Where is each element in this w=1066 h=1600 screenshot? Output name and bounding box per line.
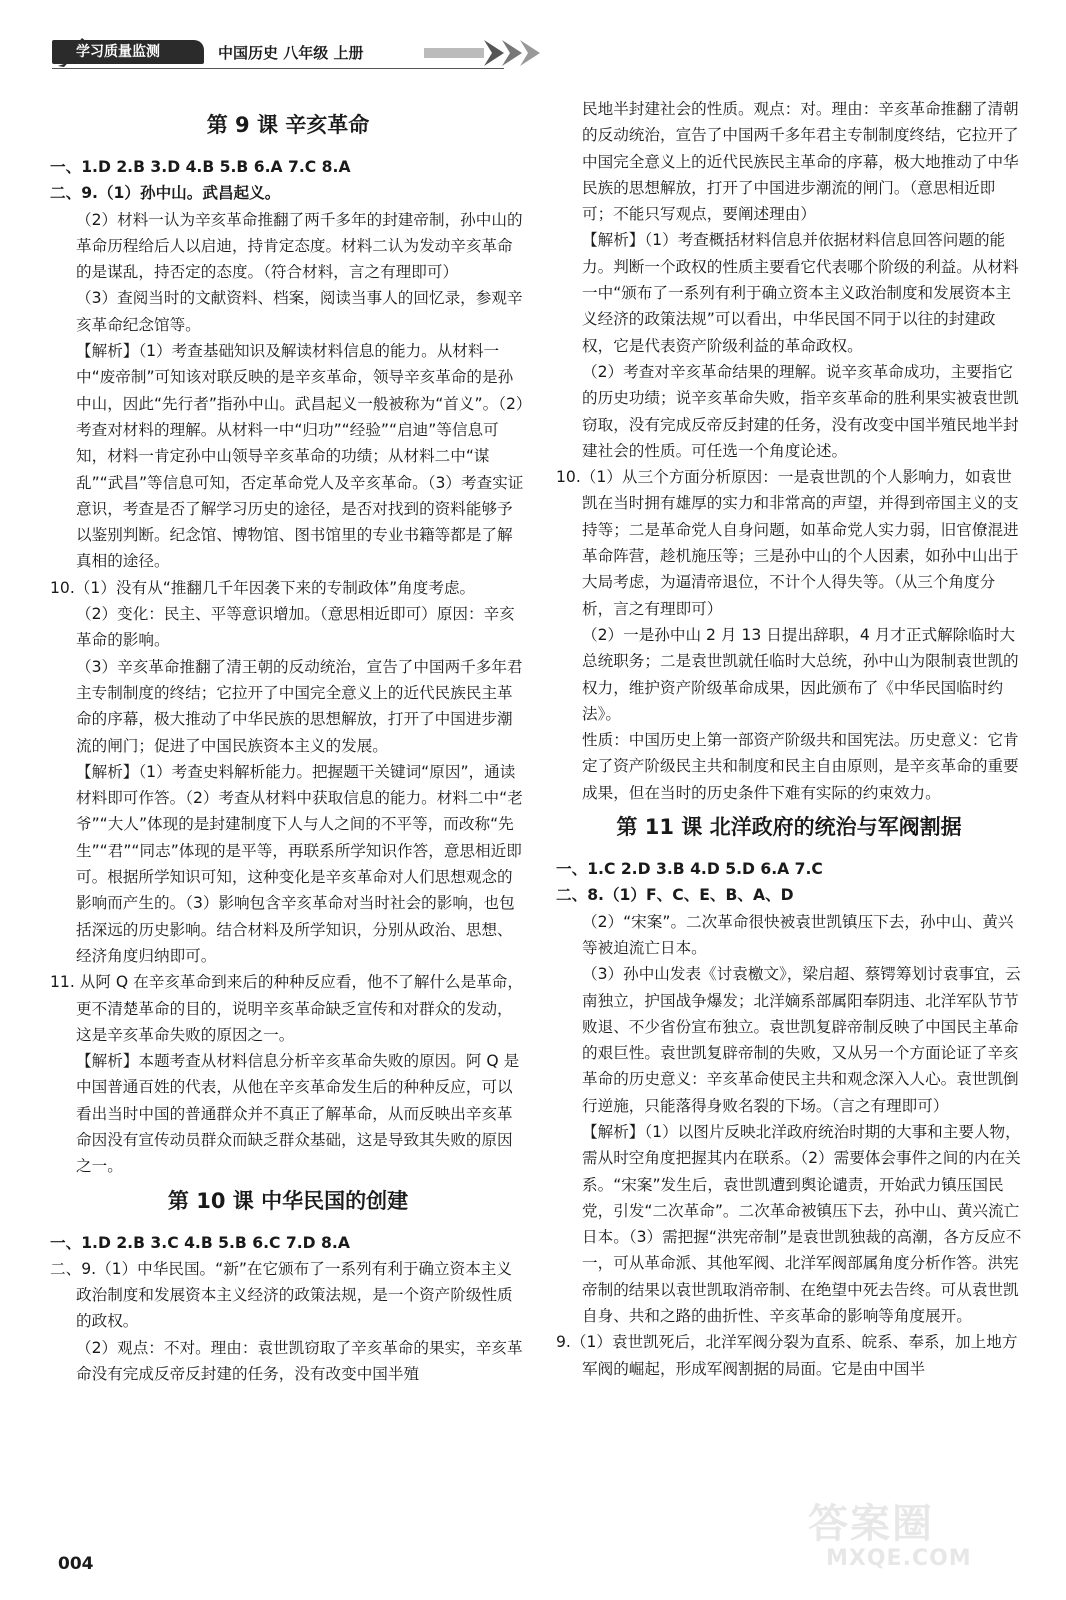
- answer-paragraph: （2）“宋案”。二次革命很快被袁世凯镇压下去，孙中山、黄兴等被迫流亡日本。: [582, 912, 1014, 957]
- analysis-paragraph: （2）考查对辛亥革命结果的理解。说辛亥革命成功，主要指它的历史功绩；说辛亥革命失败，指辛亥革命的胜利果实被袁世凯窃取，没有完成反帝反封建的任务，没有改变中国半殖民地半封建社会的性质。可任选一个角度论述。: [582, 362, 1019, 460]
- answer-line: 二、8.（1）F、C、E、B、A、D: [556, 886, 794, 905]
- series-tag: 学习质量监测: [52, 40, 204, 64]
- watermark-text: 答案圈: [808, 1501, 934, 1547]
- question-answer: 9.（1）袁世凯死后，北洋军阀分裂为直系、皖系、奉系，加上地方军阀的崛起，形成军阀割据的局面。它是由中国半: [556, 1333, 1018, 1378]
- question-answer: 10.（1）没有从“推翻几千年因袭下来的专制政体”角度考虑。: [50, 578, 476, 597]
- lesson-10-title: 第 10 课 中华民国的创建: [167, 1188, 409, 1213]
- right-column: [556, 96, 1022, 1382]
- left-column: [50, 104, 526, 1387]
- question-answer: 二、9.（1）中华民国。“新”在它颁布了一系列有利于确立资本主义政治制度和发展资本主义经济的政策法规，是一个资产阶级性质的政权。: [50, 1259, 513, 1331]
- analysis-paragraph: 【解析】本题考查从材料信息分析辛亥革命失败的原因。阿 Q 是中国普通百姓的代表，从他在辛亥革命发生后的种种反应，可以看出当时中国的普通群众并不真正了解革命，从而反映出辛亥革命因没有宣传动员群众而缺乏群众基础，这是导致其失败的原因之一。: [76, 1052, 520, 1176]
- page-number: 004: [58, 1554, 94, 1574]
- lesson-9-title: 第 9 课 辛亥革命: [206, 113, 370, 137]
- answer-paragraph: （3）查阅当时的文献资料、档案，阅读当事人的回忆录，参观辛亥革命纪念馆等。: [76, 289, 523, 334]
- analysis-paragraph: 【解析】（1）考查基础知识及解读材料信息的能力。从材料一中“废帝制”可知该对联反映的是辛亥革命，领导辛亥革命的是孙中山，因此“先行者”指孙中山。武昌起义一般被称为“首义”。（2）考查对材料的理解。从材料一中“归功”“经验”“启迪”等信息可知，材料一肯定孙中山领导辛亥革命的功绩；从材料二中“谋乱”“武昌”等信息可知，否定革命党人及辛亥革命。（3）考查实证意识，考查是否了解学习历史的途径，是否对找到的资料能够予以鉴别判断。纪念馆、博物馆、图书馆里的专业书籍等都是了解真相的途径。: [76, 342, 524, 571]
- answer-paragraph: （3）孙中山发表《讨袁檄文》，梁启超、蔡锷筹划讨袁事宜，云南独立，护国战争爆发；北洋嫡系部属阳奉阴违、北洋军队节节败退、不少省份宣布独立。袁世凯复辟帝制反映了中国民主革命的艰巨性。袁世凯复辟帝制的失败，又从另一个方面论证了辛亥革命的历史意义：辛亥革命使民主共和观念深入人心。袁世凯倒行逆施，只能落得身败名裂的下场。（言之有理即可）: [582, 965, 1021, 1115]
- lesson-11-title: 第 11 课 北洋政府的统治与军阀割据: [616, 815, 962, 840]
- answer-paragraph: 民地半封建社会的性质。观点：对。理由：辛亥革命推翻了清朝的反动统治，宣告了中国两千多年君主专制制度终结，它拉开了中国完全意义上的近代民族民主革命的序幕，极大地推动了中华民族的思想解放，打开了中国进步潮流的闸门。（意思相近即可；不能只写观点，要阐述理由）: [582, 100, 1019, 224]
- answer-paragraph: （2）材料一认为辛亥革命推翻了两千多年的封建帝制，孙中山的革命历程给后人以启迪，持肯定态度。材料二认为发动辛亥革命的是谋乱，持否定的态度。（符合材料，言之有理即可）: [76, 210, 523, 282]
- answer-paragraph: （3）辛亥革命推翻了清王朝的反动统治，宣告了中国两千多年君主专制制度的终结；它拉开了中国完全意义上的近代民族民主革命的序幕，极大推动了中华民族的思想解放，打开了中国进步潮流的闸门；促进了中国民族资本主义的发展。: [76, 657, 523, 755]
- answer-line: 二、9.（1）孙中山。武昌起义。: [50, 184, 281, 203]
- analysis-paragraph: 【解析】（1）考查史料解析能力。把握题干关键词“原因”，通读材料即可作答。（2）考查从材料中获取信息的能力。材料二中“老爷”“大人”体现的是封建制度下人与人之间的不平等，而改称“先生”“君”“同志”体现的是平等，再联系所学知识作答，意思相近即可。根据所学知识可知，这种变化是辛亥革命对人们思想观念的影响而产生的。（3）影响包含辛亥革命对当时社会的影响，也包括深远的历史影响。结合材料及所学知识，分别从政治、思想、经济角度归纳即可。: [76, 762, 523, 965]
- question-answer: 11. 从阿 Q 在辛亥革命到来后的种种反应看，他不了解什么是革命，更不清楚革命的目的，说明辛亥革命缺乏宣传和对群众的发动，这是辛亥革命失败的原因之一。: [50, 973, 523, 1044]
- answer-paragraph: （2）一是孙中山 2 月 13 日提出辞职，4 月才正式解除临时大总统职务；二是袁世凯就任临时大总统，孙中山为限制袁世凯的权力，维护资产阶级革命成果，因此颁布了《中华民国临时约法》。: [582, 625, 1019, 723]
- answer-line: 一、1.D 2.B 3.C 4.B 5.B 6.C 7.D 8.A: [50, 1233, 350, 1252]
- header-divider: [52, 68, 504, 69]
- double-chevron-icon: [424, 38, 554, 68]
- analysis-paragraph: 【解析】（1）以图片反映北洋政府统治时期的大事和主要人物，需从时空角度把握其内在联系。（2）需要体会事件之间的内在关系。“宋案”发生后，袁世凯遭到舆论谴责，开始武力镇压国民党，引发“二次革命”。二次革命被镇压下去，孙中山、黄兴流亡日本。（3）需把握“洪宪帝制”是袁世凯独裁的高潮，各方反应不一，可从革命派、其他军阀、北洋军阀部属角度分析作答。洪宪帝制的结果以袁世凯取消帝制、在绝望中死去告终。可从袁世凯自身、共和之路的曲折性、辛亥革命的影响等角度展开。: [582, 1122, 1022, 1326]
- answer-line: 一、1.D 2.B 3.D 4.B 5.B 6.A 7.C 8.A: [50, 158, 351, 176]
- subject-title: 中国历史 八年级 上册: [218, 44, 364, 62]
- watermark-url: MXQE.COM: [826, 1546, 972, 1571]
- answer-line: 一、1.C 2.D 3.B 4.D 5.D 6.A 7.C: [556, 860, 823, 879]
- answer-paragraph: 性质：中国历史上第一部资产阶级共和国宪法。历史意义：它肯定了资产阶级民主共和制度和民主自由原则，是辛亥革命的重要成果，但在当时的历史条件下难有实际的约束效力。: [582, 731, 1019, 802]
- question-answer: 10.（1）从三个方面分析原因：一是袁世凯的个人影响力，如袁世凯在当时拥有雄厚的实力和非常高的声望，并得到帝国主义的支持等；二是革命党人自身问题，如革命党人实力弱，旧官僚混进革命阵营，趁机施压等；三是孙中山的个人因素，如孙中山出于大局考虑，为逼清帝退位，不计个人得失等。（从三个角度分析，言之有理即可）: [556, 468, 1019, 618]
- answer-paragraph: （2）变化：民主、平等意识增加。（意思相近即可）原因：辛亥革命的影响。: [76, 605, 515, 650]
- analysis-paragraph: 【解析】（1）考查概括材料信息并依据材料信息回答问题的能力。判断一个政权的性质主要看它代表哪个阶级的利益。从材料一中“颁布了一系列有利于确立资本主义政治制度和发展资本主义经济的政策法规”可以看出，中华民国不同于以往的封建政权，它是代表资产阶级利益的革命政权。: [582, 231, 1019, 355]
- answer-paragraph: （2）观点：不对。理由：袁世凯窃取了辛亥革命的果实，辛亥革命没有完成反帝反封建的任务，没有改变中国半殖: [76, 1338, 523, 1384]
- watermark-logo: [808, 1492, 1008, 1582]
